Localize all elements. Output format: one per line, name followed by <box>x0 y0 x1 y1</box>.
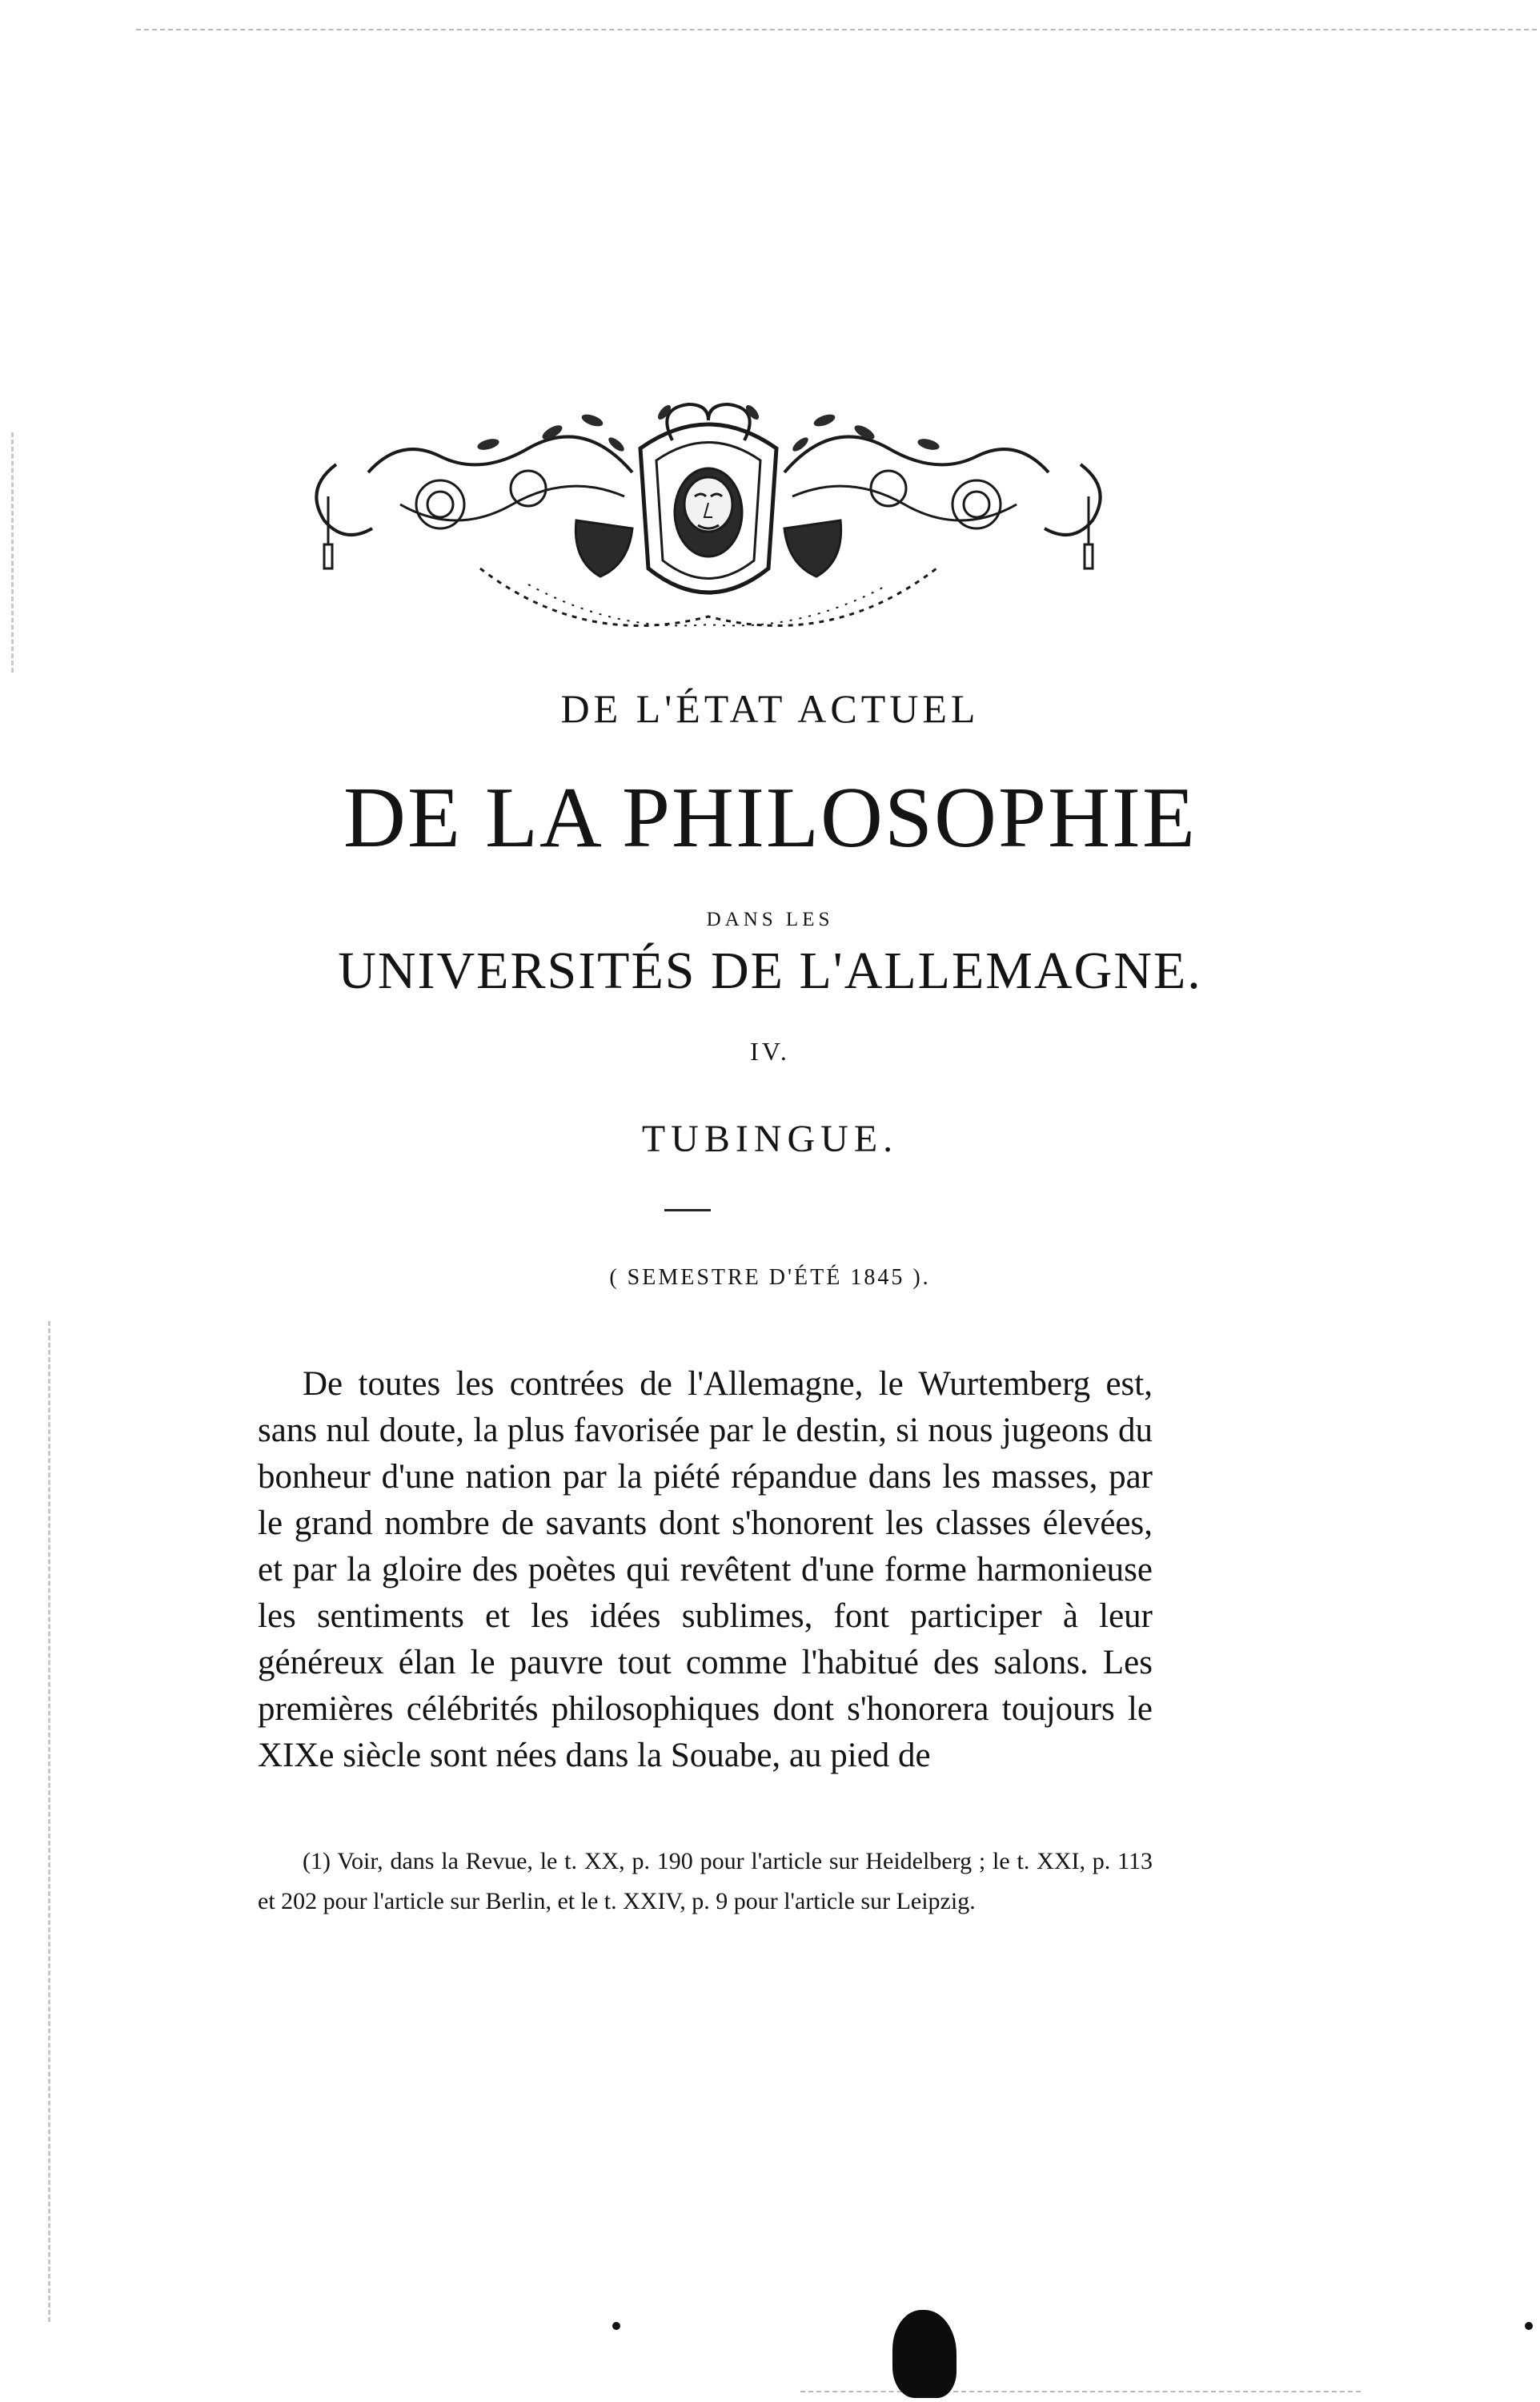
scan-margin-marks-upper <box>11 432 14 673</box>
semester-line: ( SEMESTRE D'ÉTÉ 1845 ). <box>609 1265 931 1290</box>
part-number: IV. <box>750 1037 790 1066</box>
city-heading: TUBINGUE. <box>641 1118 899 1160</box>
title-line-dans-les: DANS LES <box>706 909 834 930</box>
body-paragraph: De toutes les contrées de l'Allemagne, le Wurtemberg est, sans nul doute, la plus favorisée par le destin, si nous jugeons du bonheur d'une nation par la piété répandue dans les masses, par le grand nombre de savants dont s'honorent les classes élevées, et par la gloire des poètes qui revêtent d'une forme harmonieuse les sentiments et les idées sublimes, font participer à leur généreux élan le pauvre tout comme l'habitué des salons. Les premières célébrités philosophiques dont s'honorera toujours le XIXe siècle sont nées dans la Souabe, au pied de <box>258 1365 1153 1774</box>
ink-blot <box>892 2310 956 2398</box>
scan-edge-bottom <box>800 2391 1361 2392</box>
scan-edge-top <box>136 29 1537 30</box>
ink-dot <box>1525 2322 1533 2330</box>
title-line-etat-actuel: DE L'ÉTAT ACTUEL <box>560 686 980 731</box>
separator-rule <box>664 1209 711 1211</box>
title-line-universites: UNIVERSITÉS DE L'ALLEMAGNE. <box>338 942 1202 1000</box>
footnote: (1) Voir, dans la Revue, le t. XX, p. 190 pour l'article sur Heidelberg ; le t. XXI, p. 113 et 202 pour l'article sur Berlin, et le t. XXIV, p. 9 pour l'article sur Leipzig. <box>258 1848 1153 1914</box>
ink-dot <box>612 2322 620 2330</box>
scan-margin-marks-lower <box>48 1321 50 2322</box>
main-title: DE LA PHILOSOPHIE <box>343 770 1197 866</box>
mask-and-foliage-vignette-icon <box>288 384 1129 649</box>
